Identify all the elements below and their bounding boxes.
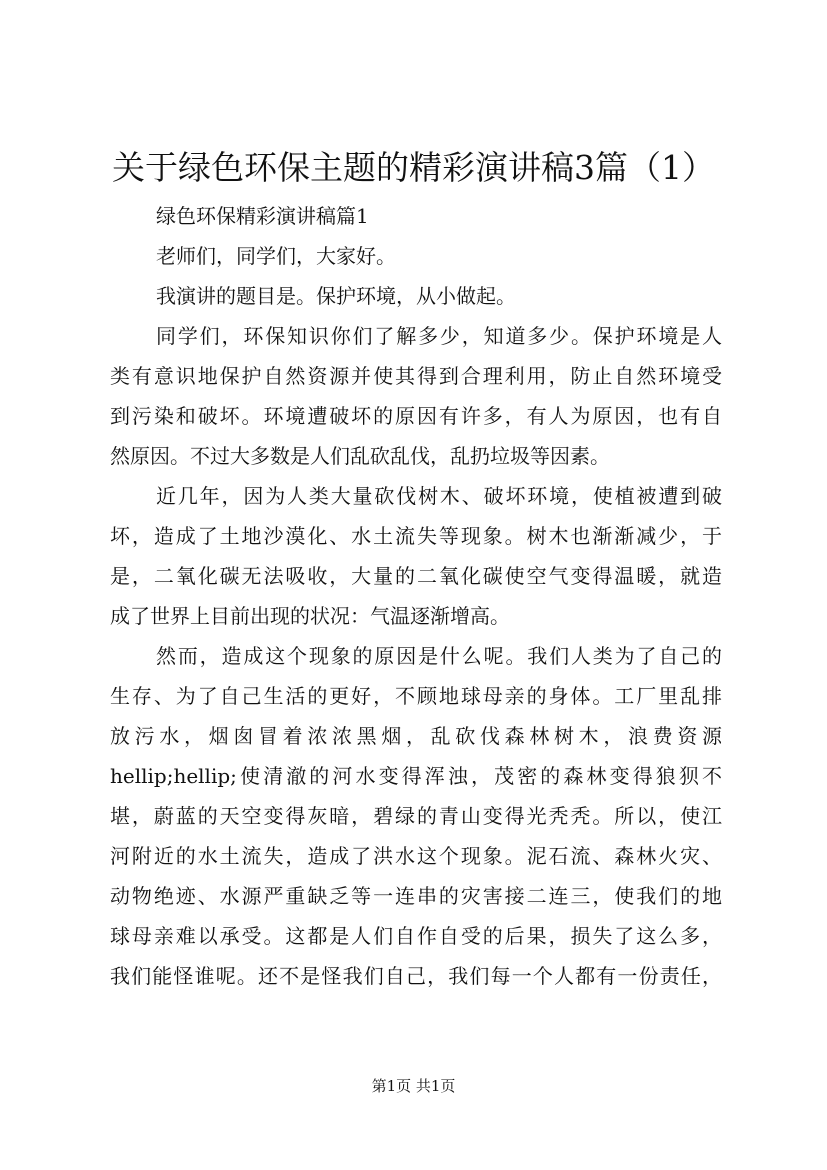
body-line: 然而，造成这个现象的原因是什么呢。我们人类为了自己的 [156,644,722,668]
body-line: 是，二氧化碳无法吸收，大量的二氧化碳使空气变得温暖，就造 [110,564,722,588]
page-footer: 第1页 共1页 [371,1077,456,1095]
body-line: 类有意识地保护自然资源并使其得到合理利用，防止自然环境受 [110,364,722,388]
body-line: 绿色环保精彩演讲稿篇1 [156,204,369,228]
body-line: 同学们，环保知识你们了解多少，知道多少。保护环境是人 [156,324,722,348]
body-line: 到污染和破坏。环境遭破坏的原因有许多，有人为原因，也有自 [110,404,722,428]
body-line: 动物绝迹、水源严重缺乏等一连串的灾害接二连三，使我们的地 [110,884,722,908]
body-line: 老师们，同学们，大家好。 [156,244,396,268]
body-line: 放污水，烟囱冒着浓浓黑烟，乱砍伐森林树木，浪费资源 [110,724,722,748]
body-line: 我们能怪谁呢。还不是怪我们自己，我们每一个人都有一份责任， [110,964,722,988]
body-line: 坏，造成了土地沙漠化、水土流失等现象。树木也渐渐减少，于 [110,524,722,548]
document-title: 关于绿色环保主题的精彩演讲稿3篇（1） [112,148,715,187]
body-line: 我演讲的题目是。保护环境，从小做起。 [156,284,516,308]
body-line: 河附近的水土流失，造成了洪水这个现象。泥石流、森林火灾、 [110,844,722,868]
body-line: 堪，蔚蓝的天空变得灰暗，碧绿的青山变得光秃秃。所以，使江 [110,804,722,828]
body-line: 然原因。不过大多数是人们乱砍乱伐，乱扔垃圾等因素。 [110,444,610,468]
body-line: 成了世界上目前出现的状况：气温逐渐增高。 [110,604,510,628]
document-body [110,196,722,996]
body-line: 近几年，因为人类大量砍伐树木、破坏环境，使植被遭到破 [156,484,722,508]
body-line: 生存、为了自己生活的更好，不顾地球母亲的身体。工厂里乱排 [110,684,722,708]
body-line: hellip;hellip;使清澈的河水变得浑浊，茂密的森林变得狼狈不 [110,764,722,788]
body-line: 球母亲难以承受。这都是人们自作自受的后果，损失了这么多， [110,924,722,948]
